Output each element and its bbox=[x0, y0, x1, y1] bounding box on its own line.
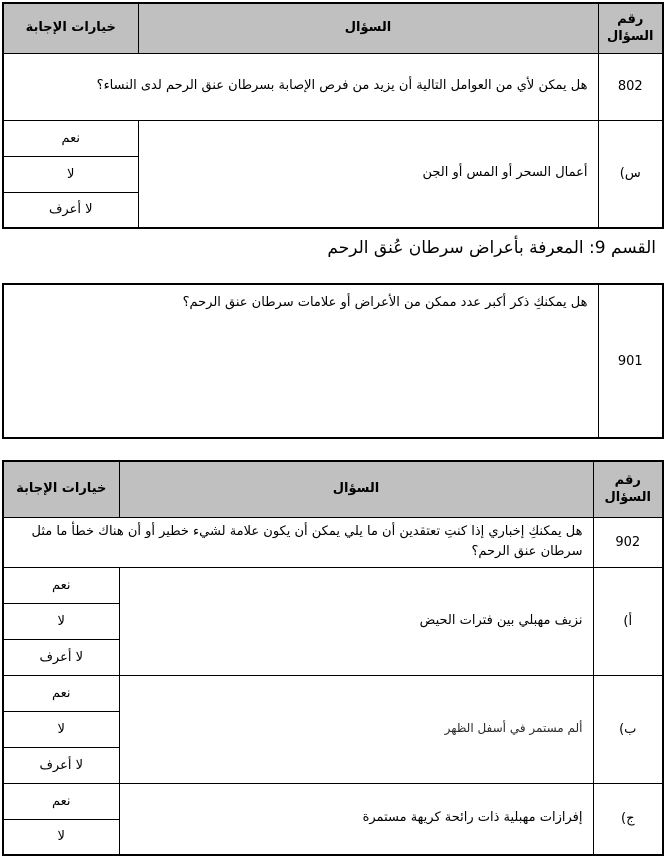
subquestion-text-s: أعمال السحر أو المس أو الجن bbox=[138, 120, 598, 228]
header-answer-options: خيارات الإجابة bbox=[3, 461, 119, 517]
section-9-heading: القسم 9: المعرفة بأعراض سرطان عُنق الرحم bbox=[327, 238, 656, 258]
option-dont-know: لا أعرف bbox=[3, 192, 138, 228]
question-number-901: 901 bbox=[598, 284, 663, 438]
subquestion-text-j: إفرازات مهبلية ذات رائحة كريهة مستمرة bbox=[119, 783, 593, 855]
option-no: لا bbox=[3, 603, 119, 639]
question-table-901 bbox=[2, 283, 664, 439]
subquestion-text-b: ألم مستمر في أسفل الظهر bbox=[119, 675, 593, 783]
option-yes: نعم bbox=[3, 567, 119, 603]
subquestion-number-s: س) bbox=[598, 120, 663, 228]
option-yes: نعم bbox=[3, 120, 138, 156]
option-no: لا bbox=[3, 156, 138, 192]
subquestion-text-a: نزيف مهبلي بين فترات الحيض bbox=[119, 567, 593, 675]
header-question-number: رقم السؤال bbox=[593, 461, 663, 517]
option-dont-know: لا أعرف bbox=[3, 747, 119, 783]
header-question: السؤال bbox=[138, 3, 598, 53]
option-no: لا bbox=[3, 819, 119, 855]
header-answer-options: خيارات الإجابة bbox=[3, 3, 138, 53]
question-number-902: 902 bbox=[593, 517, 663, 567]
option-dont-know: لا أعرف bbox=[3, 639, 119, 675]
question-number-802: 802 bbox=[598, 53, 663, 120]
option-yes: نعم bbox=[3, 783, 119, 819]
question-text-901: هل يمكنكِ ذكر أكبر عدد ممكن من الأعراض أو علامات سرطان عنق الرحم؟ bbox=[3, 284, 598, 438]
subquestion-number-b: ب) bbox=[593, 675, 663, 783]
header-question-number: رقم السؤال bbox=[598, 3, 663, 53]
subquestion-number-j: ج) bbox=[593, 783, 663, 855]
question-table-902 bbox=[2, 460, 664, 856]
subquestion-number-a: أ) bbox=[593, 567, 663, 675]
question-text-902: هل يمكنكِ إخباري إذا كنتِ تعتقدين أن ما يلي يمكن أن يكون علامة لشيء خطير أو أن هناك خطأ ما مثل سرطان عنق الرحم؟ bbox=[3, 517, 593, 567]
option-yes: نعم bbox=[3, 675, 119, 711]
option-no: لا bbox=[3, 711, 119, 747]
question-table-802 bbox=[2, 2, 664, 229]
question-text-802: هل يمكن لأي من العوامل التالية أن يزيد من فرص الإصابة بسرطان عنق الرحم لدى النساء؟ bbox=[3, 53, 598, 120]
header-question: السؤال bbox=[119, 461, 593, 517]
